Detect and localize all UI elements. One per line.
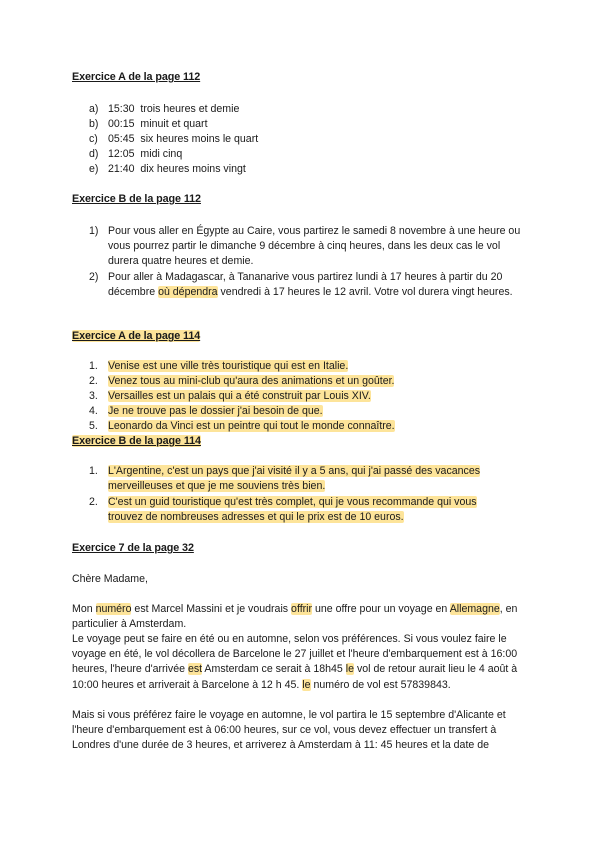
item-text: six heures moins le quart [140, 133, 259, 145]
highlighted-text: le [302, 678, 311, 691]
text-run: numéro de vol est 57839843. [310, 678, 451, 691]
list-item [72, 147, 532, 162]
list-marker: 1. [89, 360, 98, 372]
list-item [72, 117, 532, 132]
item-text: Leonardo da Vinci est un peintre qui tout le monde connaître. [108, 420, 395, 432]
text-run: une offre pour un voyage en [312, 603, 450, 615]
item-text: trouvez de nombreuses adresses et qui le prix est de 10 euros. [108, 511, 404, 523]
list-marker: 2. [89, 375, 98, 387]
letter-paragraph-3: Mais si vous préférez faire le voyage en automne, le vol partira le 15 septembre d'Alicante et l'heure d'embarquement est à 06:00 heures, sur ce vol, vous devez effectuer un transfert à Londres d'une durée de 3 heures, et arriverez à Amsterdam à 11: 45 heures et la date de [72, 709, 506, 752]
heading-exercice-a-112: Exercice A de la page 112 [72, 71, 201, 83]
highlighted-text: offrir [291, 603, 313, 615]
list-marker: e) [89, 163, 99, 175]
heading-exercice-a-114 [72, 330, 200, 342]
list-item [72, 162, 532, 177]
text-run: vol de retour aurait lieu le 4 août à 10:00 heures et arriverait à Barcelone à 12 h 45. [72, 663, 518, 691]
item-time: 05:45 [108, 133, 135, 145]
item-text: trois heures et demie [140, 103, 240, 115]
list-b114 [72, 464, 532, 525]
heading-exercice-7-32: Exercice 7 de la page 32 [72, 542, 194, 554]
list-marker: 1) [89, 225, 99, 237]
heading-text: Exercice A de la page 114 [72, 330, 201, 342]
letter-greeting: Chère Madame, [72, 573, 148, 585]
list-item [72, 270, 532, 300]
highlighted-text: le [345, 663, 355, 676]
text-run: est Marcel Massini et je voudrais [131, 603, 292, 615]
list-marker: b) [89, 118, 99, 130]
item-text: C'est un guid touristique qu'est très complet, qui je vous recommande qui vous [108, 496, 477, 508]
list-item [72, 419, 532, 434]
list-marker: 5. [89, 420, 98, 432]
letter-paragraph-2 [72, 632, 532, 693]
list-item [72, 359, 532, 374]
item-text: Pour vous aller en Égypte au Caire, vous partirez le samedi 8 novembre à une heure ou vous pourrez partir le dimanche 9 décembre à cinq heures, dans les deux cas le vol durera quatre heures et demie. [108, 225, 521, 267]
list-a114 [72, 359, 532, 434]
list-marker: 3. [89, 390, 98, 402]
item-text: midi cinq [140, 148, 183, 160]
list-marker: 2. [89, 496, 98, 508]
list-item [72, 464, 532, 494]
item-time: 15:30 [108, 103, 135, 115]
list-item [72, 102, 532, 117]
list-item [72, 389, 532, 404]
item-text: vendredi à 17 heures le 12 avril. Votre vol durera vingt heures. [217, 286, 513, 298]
text-run: Amsterdam ce serait à 18h45 [202, 663, 346, 676]
heading-exercice-b-114 [72, 435, 201, 447]
list-item [72, 224, 532, 269]
list-item [72, 132, 532, 147]
item-text: L'Argentine, c'est un pays que j'ai visité il y a 5 ans, qui j'ai passé des vacances [108, 465, 481, 477]
item-text: merveilleuses et que je me souviens très bien. [108, 480, 326, 492]
list-marker: 2) [89, 271, 99, 283]
text-run: Le voyage peut se faire en été ou en automne, selon vos préférences. Si vous voulez faire le voyage en été, le vol décollera de Barcelone le 27 juillet et l'heure d'embarquement est à 16:00 heures, l'heure d'arrivée [72, 633, 518, 676]
list-marker: c) [89, 133, 98, 145]
item-text: Pour aller à Madagascar, à Tananarive vous partirez lundi à 17 heures à partir du 20 décembre [108, 271, 503, 298]
highlighted-text: est [187, 663, 203, 676]
highlighted-text: numéro [95, 603, 132, 615]
text-run: , en particulier à Amsterdam. [72, 603, 518, 631]
list-item [72, 495, 532, 525]
list-marker: d) [89, 148, 99, 160]
heading-text: Exercice B de la page 114 [72, 435, 201, 447]
heading-exercice-b-112: Exercice B de la page 112 [72, 193, 201, 205]
list-item [72, 404, 532, 419]
item-time: 12:05 [108, 148, 135, 160]
item-text: minuit et quart [140, 118, 208, 130]
item-text: Versailles est un palais qui a été construit par Louis XIV. [108, 390, 371, 402]
text-run: Mon [72, 603, 96, 615]
item-text: Venise est une ville très touristique qui est en Italie. [108, 360, 349, 372]
list-b112 [72, 224, 532, 300]
item-text: Je ne trouve pas le dossier j'ai besoin de que. [108, 405, 323, 417]
item-text: dix heures moins vingt [140, 163, 246, 175]
highlighted-text: Allemagne [449, 603, 500, 615]
list-marker: a) [89, 103, 99, 115]
list-item [72, 374, 532, 389]
highlighted-text: où dépendra [158, 286, 218, 298]
item-time: 00:15 [108, 118, 135, 130]
item-text: Venez tous au mini-club qu'aura des animations et un goûter. [108, 375, 395, 387]
list-marker: 1. [89, 465, 98, 477]
list-a112 [72, 102, 532, 177]
list-marker: 4. [89, 405, 98, 417]
letter-paragraph-1 [72, 602, 532, 632]
item-time: 21:40 [108, 163, 135, 175]
